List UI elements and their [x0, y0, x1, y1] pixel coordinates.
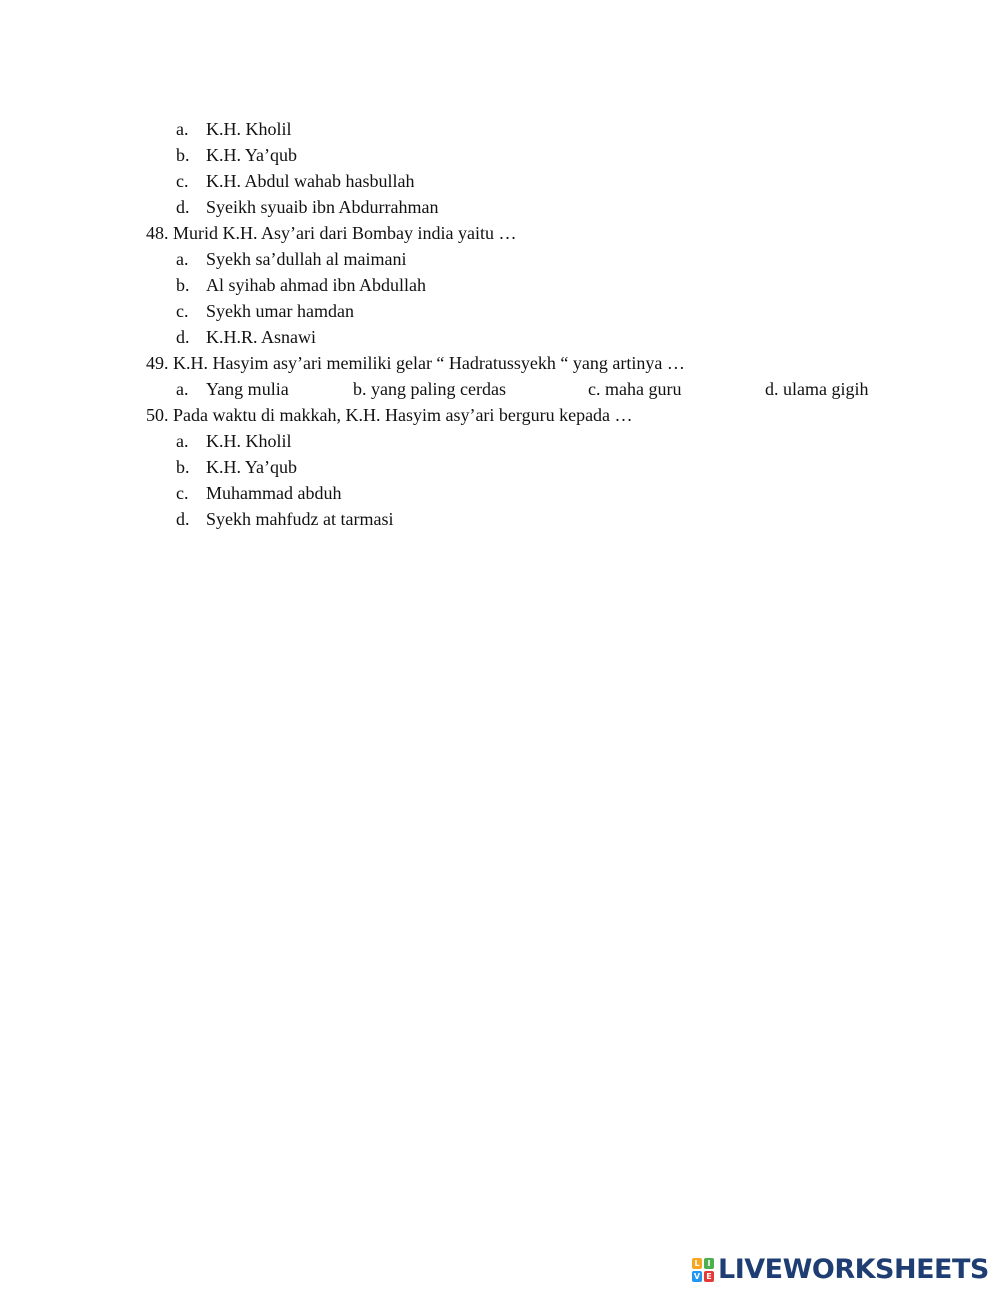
option-letter: a. — [176, 249, 189, 269]
option-text: Muhammad abduh — [206, 483, 342, 503]
option-text: K.H. Ya’qub — [206, 457, 298, 477]
option-text: Syekh sa’dullah al maimani — [206, 249, 407, 269]
option-text: Syekh mahfudz at tarmasi — [206, 509, 394, 529]
option-letter: b. — [176, 145, 190, 165]
option-text: K.H. Abdul wahab hasbullah — [206, 171, 415, 191]
q49-option-d[interactable]: d. ulama gigih — [765, 379, 869, 399]
option-letter: d. — [176, 509, 190, 529]
option-text: Syeikh syuaib ibn Abdurrahman — [206, 197, 439, 217]
brand-text: LIVEWORKSHEETS — [718, 1254, 989, 1285]
option-letter: c. — [176, 483, 189, 503]
option-text: K.H. Kholil — [206, 119, 292, 139]
option-text: K.H. Ya’qub — [206, 145, 298, 165]
option-letter: b. — [176, 275, 190, 295]
option-letter: c. — [176, 301, 189, 321]
question-text: 50. Pada waktu di makkah, K.H. Hasyim asy’ari berguru kepada … — [146, 405, 633, 425]
option-letter: b. — [176, 457, 190, 477]
logo-cell-l: L — [692, 1258, 702, 1269]
option-text: Al syihab ahmad ibn Abdullah — [206, 275, 426, 295]
option-letter: a. — [176, 379, 189, 399]
logo-cell-i: I — [704, 1258, 714, 1269]
option-letter: a. — [176, 119, 189, 139]
question-text: 48. Murid K.H. Asy’ari dari Bombay india yaitu … — [146, 223, 517, 243]
liveworksheets-logo-icon — [692, 1258, 714, 1282]
question-text: 49. K.H. Hasyim asy’ari memiliki gelar “ Hadratussyekh “ yang artinya … — [146, 353, 685, 373]
q49-option-b[interactable]: b. yang paling cerdas — [353, 379, 506, 399]
liveworksheets-brand[interactable] — [692, 1256, 989, 1284]
q49-option-c[interactable]: c. maha guru — [588, 379, 682, 399]
option-letter: d. — [176, 327, 190, 347]
logo-cell-e: E — [704, 1271, 714, 1282]
logo-cell-v: V — [693, 1272, 701, 1281]
option-text: K.H.R. Asnawi — [206, 327, 317, 347]
q49-option-a[interactable]: Yang mulia — [206, 379, 289, 399]
option-letter: c. — [176, 171, 189, 191]
option-text: Syekh umar hamdan — [206, 301, 354, 321]
option-text: K.H. Kholil — [206, 431, 292, 451]
option-letter: d. — [176, 197, 190, 217]
option-letter: a. — [176, 431, 189, 451]
